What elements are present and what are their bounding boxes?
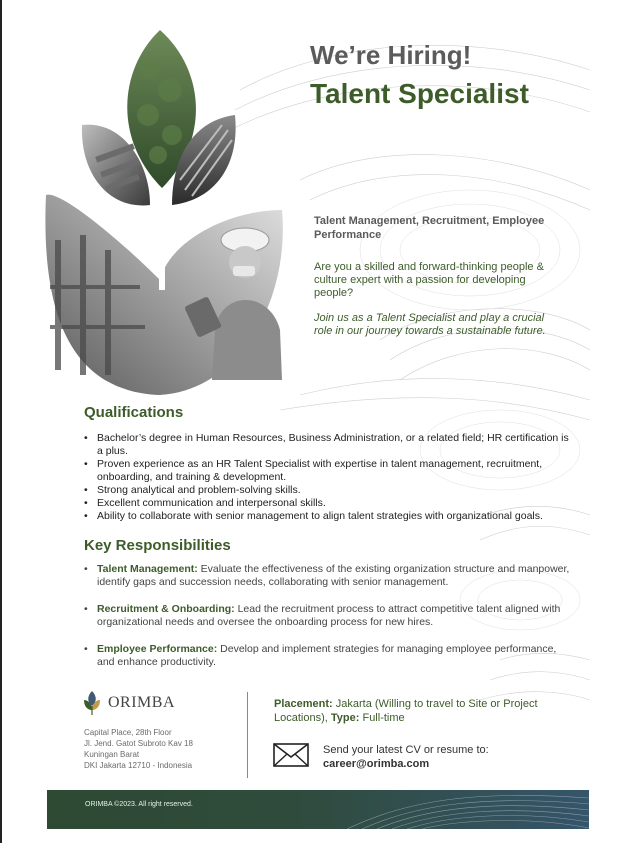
responsibility-label: Recruitment & Onboarding:: [97, 603, 235, 615]
list-item: • Excellent communication and interpersonal skills.: [84, 497, 574, 510]
responsibility-label: Talent Management:: [97, 563, 198, 575]
intro-paragraph: Are you a skilled and forward-thinking people & culture expert with a passion for developing people?: [314, 261, 544, 299]
email-link[interactable]: career@orimba.com: [323, 758, 430, 770]
responsibility-text: Evaluate the effectiveness of the existing organization structure and manpower, identify gaps and succession needs, collaborating with senior management.: [97, 563, 570, 588]
responsibility-label: Employee Performance:: [97, 643, 218, 655]
role-tags: Talent Management, Recruitment, Employee Performance: [314, 215, 545, 241]
responsibility-text: Lead the recruitment process to attract competitive talent aligned with organizational needs and oversee the onboarding process for new hires.: [97, 603, 561, 628]
intro-call-to-action: Join us as a Talent Specialist and play a crucial role in our journey towards a sustainable future.: [314, 312, 546, 337]
qualifications-list: [84, 432, 574, 523]
placement-info: [274, 697, 564, 725]
list-item: • Bachelor’s degree in Human Resources, Business Administration, or a related field; HR certification is a plus.: [84, 432, 574, 458]
footer-wave-pattern: [47, 790, 589, 829]
divider: [247, 692, 248, 778]
envelope-icon: [273, 743, 309, 767]
list-item: • Strong analytical and problem-solving skills.: [84, 484, 574, 497]
list-item: • Ability to collaborate with senior management to align talent strategies with organizational goals.: [84, 510, 574, 523]
hiring-heading: We’re Hiring!: [310, 40, 472, 70]
send-cv-block: [323, 743, 489, 771]
address-line: DKI Jakarta 12710 - Indonesia: [84, 761, 193, 770]
qualifications-heading: Qualifications: [84, 404, 184, 421]
type-label: Type:: [330, 712, 360, 724]
placement-label: Placement:: [274, 698, 333, 710]
placement-value: Jakarta (Willing to travel to Site or Project Locations),: [274, 698, 538, 724]
list-item: • Proven experience as an HR Talent Specialist with expertise in talent management, recruitment, onboarding, and training & development.: [84, 458, 574, 484]
company-address: [84, 727, 193, 771]
copyright-text: ORIMBA ©2023. All right reserved.: [85, 801, 193, 808]
list-item: [84, 563, 574, 589]
list-item: [84, 603, 574, 629]
responsibility-text: Develop and implement strategies for managing employee performance, and enhance productivity.: [97, 643, 557, 668]
responsibilities-list: [84, 563, 574, 683]
company-logo: [82, 690, 175, 716]
address-line: Kuningan Barat: [84, 750, 140, 759]
company-name: ORIMBA: [108, 694, 176, 711]
responsibilities-heading: Key Responsibilities: [84, 537, 231, 554]
leaf-logo-icon: [82, 690, 102, 716]
send-cv-text: Send your latest CV or resume to:: [323, 744, 489, 756]
address-line: Jl. Jend. Gatot Subroto Kav 18: [84, 739, 193, 748]
address-line: Capital Place, 28th Floor: [84, 728, 172, 737]
job-title: Talent Specialist: [310, 78, 529, 109]
footer-bar: [47, 790, 589, 829]
list-item: [84, 643, 574, 669]
type-value: Full-time: [362, 712, 405, 724]
